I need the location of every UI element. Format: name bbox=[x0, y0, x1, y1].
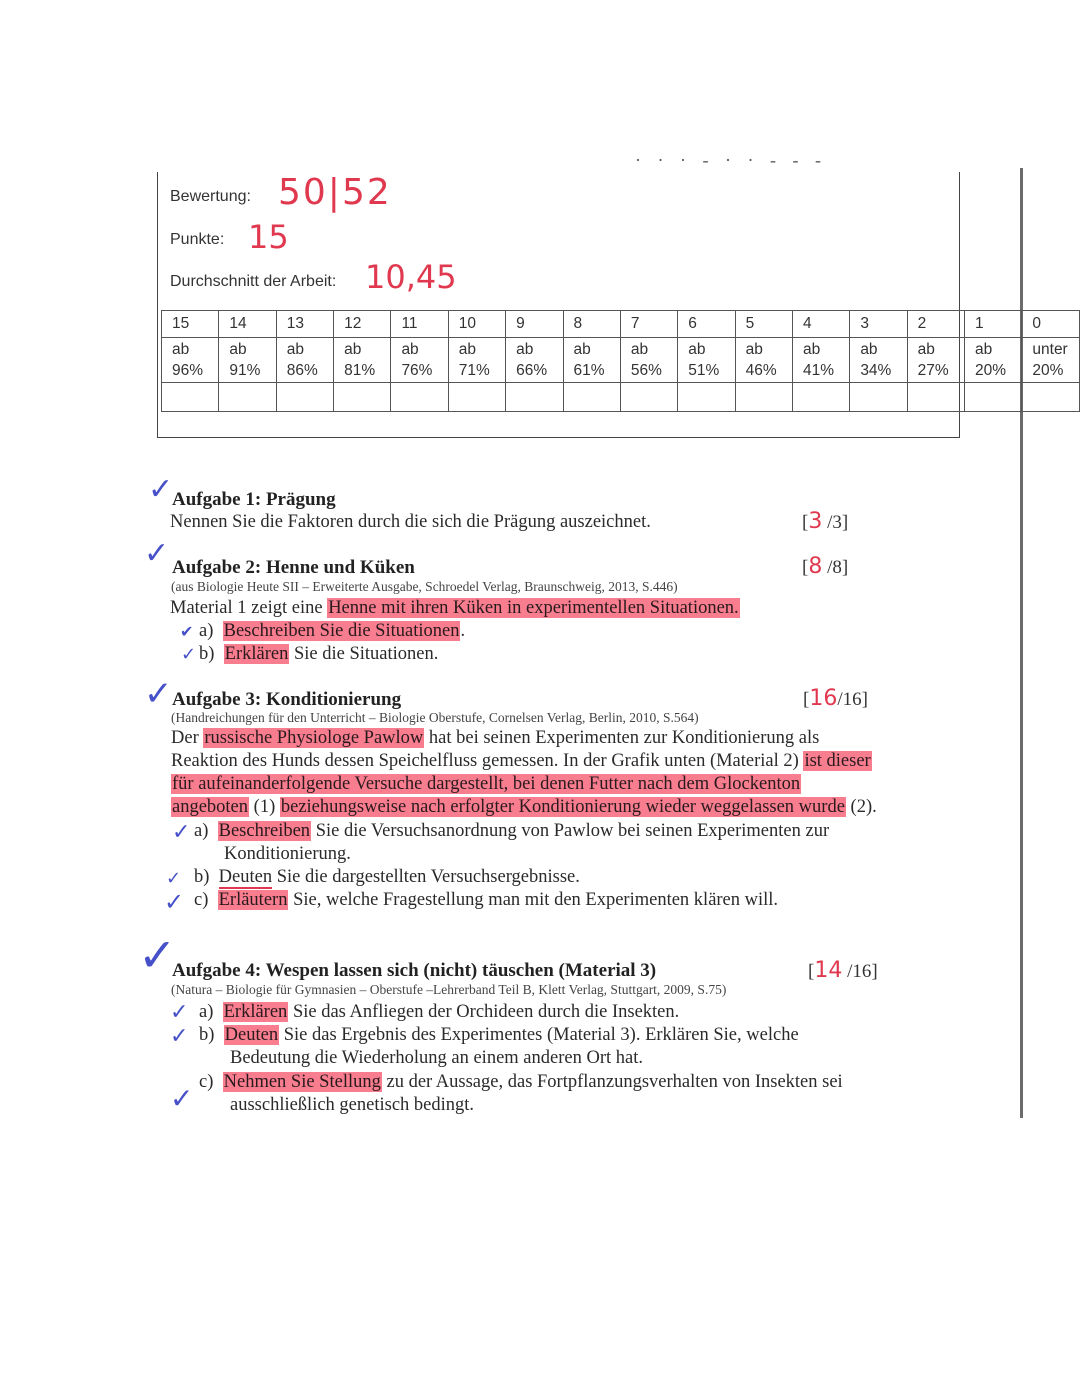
grade-table-percent-row bbox=[162, 338, 1080, 383]
points-cell: 3 bbox=[850, 311, 907, 338]
task4-title: Aufgabe 4: Wespen lassen sich (nicht) täuschen (Material 3) bbox=[172, 960, 657, 981]
points-cell: 4 bbox=[792, 311, 849, 338]
points-cell: 6 bbox=[678, 311, 735, 338]
task4-a: a) Erklären Sie das Anfliegen der Orchideen durch die Insekten. bbox=[199, 1002, 680, 1022]
task2-b: b) Erklären Sie die Situationen. bbox=[199, 644, 439, 664]
bewertung-label: Bewertung: bbox=[170, 188, 251, 205]
tick-mark: ✓ bbox=[166, 868, 182, 889]
percent-cell: ab 41% bbox=[792, 338, 849, 383]
percent-cell: ab 66% bbox=[506, 338, 563, 383]
task3-b: b) Deuten Sie die dargestellten Versuchsergebnisse. bbox=[194, 867, 580, 887]
points-cell: 11 bbox=[391, 311, 448, 338]
percent-cell: ab 34% bbox=[850, 338, 907, 383]
check-mark: ✓ bbox=[138, 928, 177, 982]
tick-mark: ✓ bbox=[172, 820, 191, 845]
task1-text: Nennen Sie die Faktoren durch die sich die Prägung auszeichnet. bbox=[170, 512, 651, 532]
task3-source: (Handreichungen für den Unterricht – Biologie Oberstufe, Cornelsen Verlag, Berlin, 2010, S.564) bbox=[171, 710, 699, 725]
tick-mark: ✓ bbox=[170, 1082, 194, 1115]
points-cell: 15 bbox=[162, 311, 219, 338]
task4-c: c) Nehmen Sie Stellung zu der Aussage, das Fortpflanzungsverhalten von Insekten sei ausschließlich genetisch bedingt. bbox=[199, 1072, 843, 1115]
task4-b: b) Deuten Sie das Ergebnis des Experimentes (Material 3). Erklären Sie, welche Bedeutung die Wiederholung an einem anderen Ort hat. bbox=[199, 1025, 799, 1068]
percent-cell: ab 71% bbox=[448, 338, 505, 383]
percent-cell: ab 61% bbox=[563, 338, 620, 383]
task3-c: c) Erläutern Sie, welche Fragestellung man mit den Experimenten klären will. bbox=[194, 890, 779, 910]
task1-title: Aufgabe 1: Prägung bbox=[172, 489, 336, 510]
tick-mark: ✓ bbox=[170, 1000, 189, 1025]
tick-mark: ✓ bbox=[170, 1024, 189, 1049]
percent-cell: ab 86% bbox=[276, 338, 333, 383]
grade-table-points-row bbox=[162, 311, 1080, 338]
punkte-value: 15 bbox=[248, 218, 289, 256]
points-cell: 1 bbox=[965, 311, 1022, 338]
percent-cell: ab 51% bbox=[678, 338, 735, 383]
check-mark: ✓ bbox=[144, 674, 173, 714]
points-cell: 9 bbox=[506, 311, 563, 338]
durchschnitt-value: 10,45 bbox=[365, 258, 457, 296]
percent-cell: ab 27% bbox=[907, 338, 964, 383]
percent-cell: unter 20% bbox=[1022, 338, 1080, 383]
task4-source: (Natura – Biologie für Gymnasien – Oberstufe –Lehrerband Teil B, Klett Verlag, Stuttgart, 2009, S.75) bbox=[171, 982, 727, 997]
tick-mark: ✓ bbox=[164, 888, 185, 916]
points-cell: 7 bbox=[620, 311, 677, 338]
bewertung-value: 50|52 bbox=[278, 172, 392, 213]
task1-score: [3 /3] bbox=[802, 509, 849, 534]
task2-source: (aus Biologie Heute SII – Erweiterte Ausgabe, Schroedel Verlag, Braunschweig, 2013, S.446) bbox=[171, 579, 678, 594]
points-cell: 14 bbox=[219, 311, 276, 338]
task3-paragraph: Der russische Physiologe Pawlow hat bei seinen Experimenten zur Konditionierung als Reaktion des Hunds dessen Speichelfluss gemessen. In der Grafik unten (Material 2) ist dieser für aufeinanderfolgende Versuche dargestellt, bei denen Futter nach dem Glockenton angeboten (1) beziehungsweise nach erfolgter Konditionierung wieder weggelassen wurde (2). bbox=[171, 728, 877, 817]
points-cell: 13 bbox=[276, 311, 333, 338]
percent-cell: ab 81% bbox=[334, 338, 391, 383]
percent-cell: ab 76% bbox=[391, 338, 448, 383]
points-cell: 5 bbox=[735, 311, 792, 338]
punkte-label: Punkte: bbox=[170, 231, 225, 248]
points-cell: 12 bbox=[334, 311, 391, 338]
percent-cell: ab 46% bbox=[735, 338, 792, 383]
task2-a: a) Beschreiben Sie die Situationen. bbox=[199, 621, 466, 641]
points-cell: 0 bbox=[1022, 311, 1080, 338]
percent-cell: ab 20% bbox=[965, 338, 1022, 383]
points-cell: 10 bbox=[448, 311, 505, 338]
task3-score: [16/16] bbox=[803, 686, 868, 711]
percent-cell: ab 56% bbox=[620, 338, 677, 383]
task3-a: a) Beschreiben Sie die Versuchsanordnung von Pawlow bei seinen Experimenten zur Konditionierung. bbox=[194, 821, 830, 864]
tick-mark: ✔ bbox=[180, 622, 194, 641]
task2-title: Aufgabe 2: Henne und Küken bbox=[172, 557, 415, 578]
tick-mark: ✓ bbox=[181, 644, 197, 665]
percent-cell: ab 96% bbox=[162, 338, 219, 383]
grade-table bbox=[161, 310, 1080, 412]
task4-score: [14 /16] bbox=[808, 958, 878, 983]
top-scribble: · · · - · · - - - bbox=[635, 150, 827, 170]
points-cell: 2 bbox=[907, 311, 964, 338]
task3-title: Aufgabe 3: Konditionierung bbox=[172, 689, 402, 710]
task2-intro: Material 1 zeigt eine Henne mit ihren Küken in experimentellen Situationen. bbox=[170, 598, 739, 618]
percent-cell: ab 91% bbox=[219, 338, 276, 383]
points-cell: 8 bbox=[563, 311, 620, 338]
task2-score: [8 /8] bbox=[802, 554, 849, 579]
durchschnitt-label: Durchschnitt der Arbeit: bbox=[170, 273, 337, 290]
grade-table-empty-row bbox=[162, 383, 1080, 412]
check-mark: ✓ bbox=[144, 536, 170, 571]
check-mark: ✓ bbox=[148, 472, 174, 507]
